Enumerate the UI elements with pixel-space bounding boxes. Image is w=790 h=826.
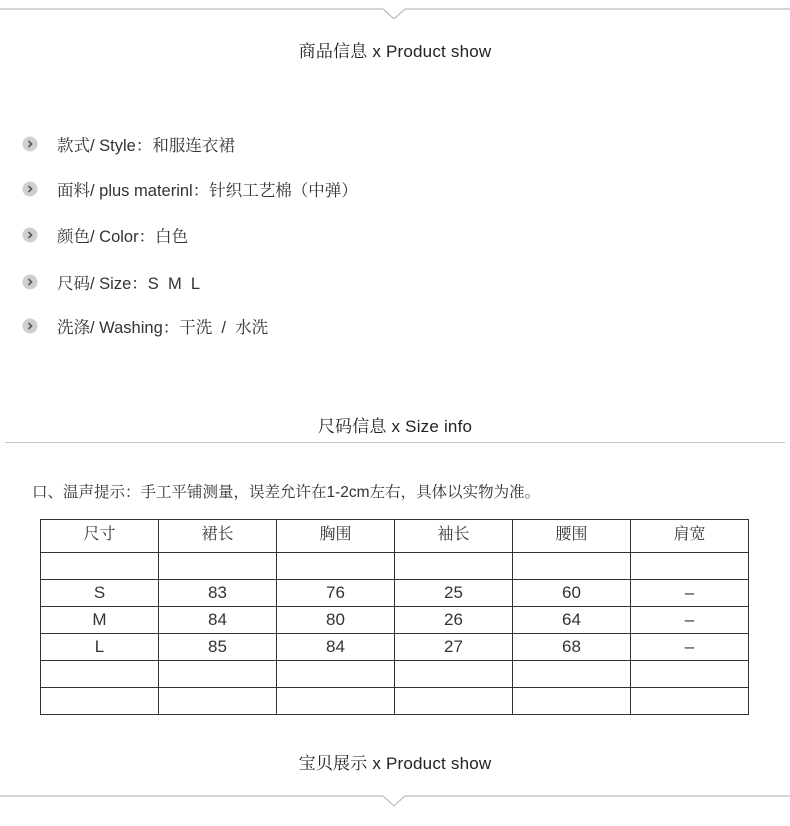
gallery-title: 宝贝展示 x Product show [298,754,492,773]
table-cell: – [631,607,749,634]
table-row [41,634,749,661]
list-item-color [22,224,188,246]
chevron-right-circle-icon [22,227,38,243]
table-cell [631,688,749,715]
table-cell: 60 [513,580,631,607]
table-cell: M [41,607,159,634]
table-cell [513,661,631,688]
table-cell [395,553,513,580]
table-cell: 80 [277,607,395,634]
table-cell: 84 [277,634,395,661]
table-cell: – [631,580,749,607]
table-cell [277,661,395,688]
table-cell: 83 [159,580,277,607]
chevron-right-circle-icon [22,318,38,334]
table-cell: 68 [513,634,631,661]
table-row [41,580,749,607]
table-cell [277,688,395,715]
list-item-style [22,133,235,155]
table-header-cell: 肩宽 [631,520,749,553]
table-cell [159,688,277,715]
attribute-text: 款式/ Style：和服连衣裙 [57,137,235,155]
table-header-row [41,520,749,553]
list-item-size [22,271,200,293]
chevron-right-circle-icon [22,136,38,152]
table-row [41,661,749,688]
table-cell: L [41,634,159,661]
attribute-text: 洗涤/ Washing：干洗 / 水洗 [57,319,269,337]
table-row [41,553,749,580]
table-cell [159,661,277,688]
table-cell [159,553,277,580]
product-info-title: 商品信息 x Product show [298,42,492,61]
table-cell: – [631,634,749,661]
table-row [41,688,749,715]
chevron-right-circle-icon [22,274,38,290]
table-header-cell: 胸围 [277,520,395,553]
size-info-title: 尺码信息 x Size info [317,417,473,436]
table-cell [631,553,749,580]
list-item-material [22,178,358,200]
chevron-down-icon [0,794,790,808]
table-header-cell: 裙长 [159,520,277,553]
measurement-notice: 口、温声提示：手工平铺测量，误差允许在1-2cm左右，具体以实物为准。 [32,484,541,501]
table-cell: 85 [159,634,277,661]
table-cell [631,661,749,688]
attribute-text: 尺码/ Size：S M L [57,275,201,293]
table-header-cell: 腰围 [513,520,631,553]
table-cell: 27 [395,634,513,661]
table-header-cell: 尺寸 [41,520,159,553]
table-cell: 26 [395,607,513,634]
table-cell [395,688,513,715]
table-cell [513,553,631,580]
bottom-divider [0,794,790,808]
table-cell: S [41,580,159,607]
table-cell [395,661,513,688]
table-cell: 64 [513,607,631,634]
size-info-divider [5,442,785,443]
table-cell [41,553,159,580]
table-header-cell: 袖长 [395,520,513,553]
table-cell [41,688,159,715]
table-cell: 25 [395,580,513,607]
table-cell [513,688,631,715]
top-divider [0,5,790,19]
attribute-text: 颜色/ Color：白色 [57,228,189,246]
list-item-washing [22,315,268,337]
table-cell [41,661,159,688]
chevron-right-circle-icon [22,181,38,197]
chevron-down-icon [0,5,790,19]
attribute-text: 面料/ plus materinl：针织工艺棉（中弹） [57,182,358,200]
size-table [40,519,749,715]
table-cell: 76 [277,580,395,607]
table-cell [277,553,395,580]
table-row [41,607,749,634]
table-cell: 84 [159,607,277,634]
